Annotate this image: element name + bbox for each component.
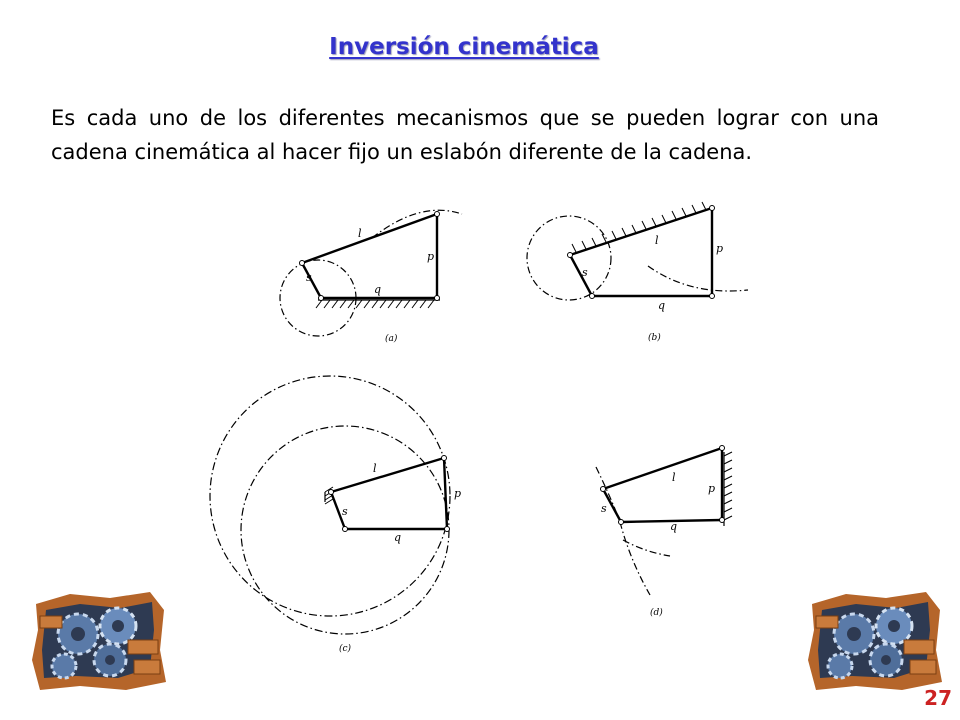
fig-d-label-l: l — [672, 471, 676, 484]
fig-b-label-p: p — [716, 242, 724, 255]
gears-logo-left — [30, 590, 168, 692]
fig-d-label-q: q — [670, 520, 678, 533]
fig-b-label-l: l — [655, 234, 659, 247]
fig-a-label-l: l — [358, 227, 362, 240]
figure-b — [527, 202, 748, 343]
fig-c-caption: (c) — [339, 644, 352, 654]
page-number: 27 — [924, 686, 952, 710]
fig-a-label-q: q — [374, 283, 382, 296]
gears-logo-right — [806, 590, 944, 692]
fig-a-caption: (a) — [385, 334, 398, 344]
body-paragraph: Es cada uno de los diferentes mecanismos que se pueden lograr con una cadena cinemática al hacer fijo un eslabón diferente de la cadena. — [51, 106, 879, 164]
fig-a-label-s: s — [306, 271, 312, 284]
fig-d-label-s: s — [601, 502, 607, 515]
fig-d-caption: (d) — [650, 608, 663, 618]
fig-c-label-s: s — [342, 505, 348, 518]
figure-a — [280, 210, 462, 344]
fig-a-label-p: p — [427, 250, 435, 263]
fig-b-caption: (b) — [648, 333, 661, 343]
fig-b-label-s: s — [582, 266, 588, 279]
fig-b-label-q: q — [658, 299, 666, 312]
fig-c-label-l: l — [373, 462, 377, 475]
fig-c-label-p: p — [454, 487, 462, 500]
fig-c-label-q: q — [394, 531, 402, 544]
figure-c — [210, 376, 461, 654]
slide-title: Inversión cinemática — [329, 34, 599, 60]
fig-d-label-p: p — [708, 482, 716, 495]
figure-d — [596, 446, 732, 619]
